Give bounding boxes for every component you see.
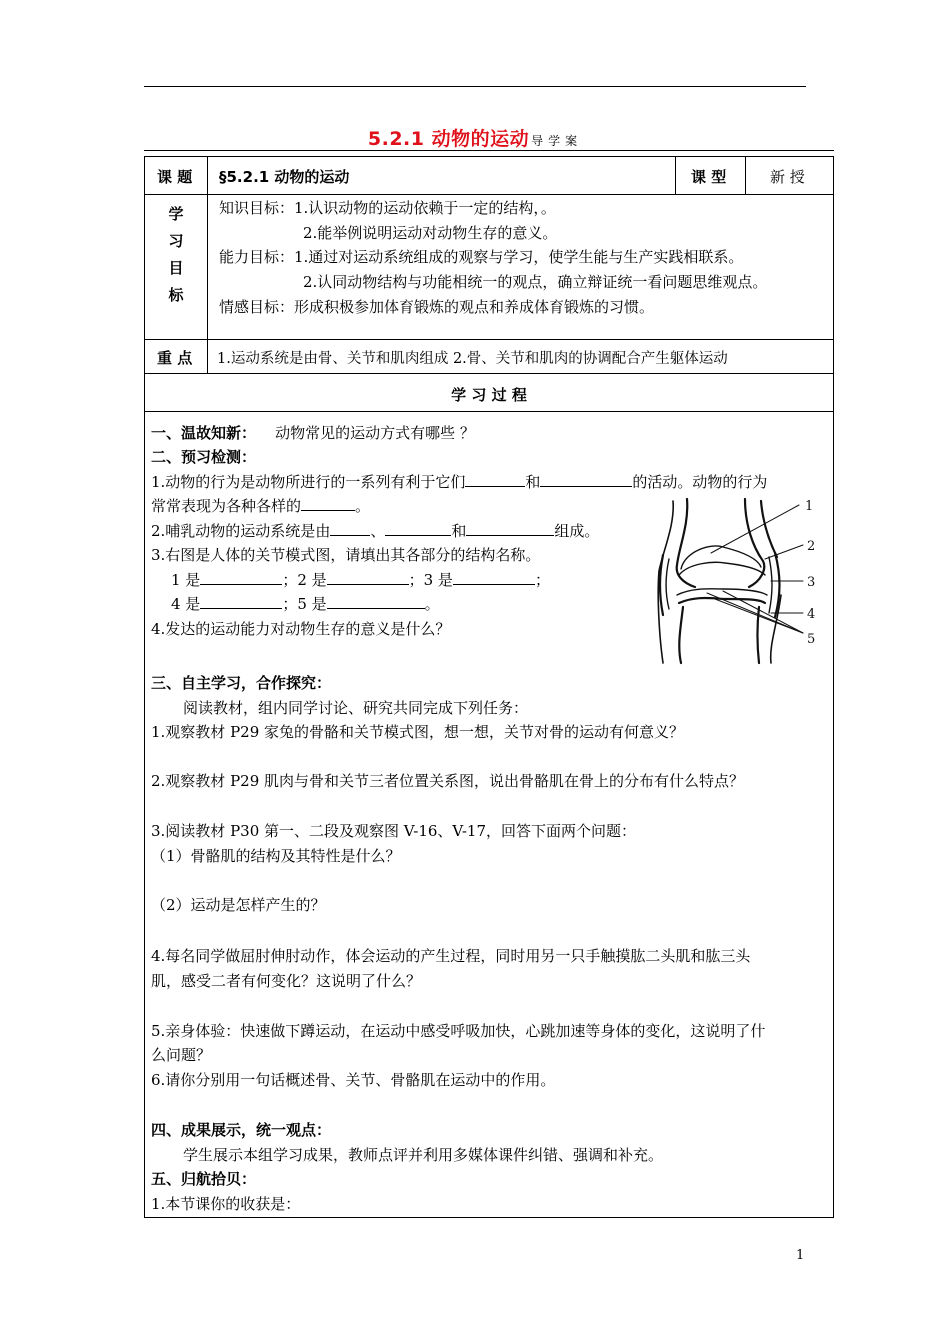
blank-field[interactable] <box>465 473 525 487</box>
question-2: 2.哺乳动物的运动系统是由 、 和 组成。 <box>151 522 600 540</box>
objectives-label: 学 习 目 标 <box>168 205 184 304</box>
task-1: 1.观察教材 P29 家兔的骨骼和关节模式图，想一想，关节对骨的运动有何意义？ <box>151 723 685 741</box>
cartilage-upper <box>679 562 765 575</box>
type-label: 课 型 <box>691 168 727 186</box>
section-preview-heading: 二、预习检测： <box>151 448 257 466</box>
task-5b: 么问题？ <box>151 1046 212 1064</box>
section-show-heading: 四、成果展示，统一观点： <box>151 1121 332 1139</box>
question-3-line-1: 1 是 ；2 是 ；3 是 ； <box>171 571 550 589</box>
objective-knowledge-2: 2.能举例说明运动对动物生存的意义。 <box>303 224 558 242</box>
question-4: 4.发达的运动能力对动物生存的意义是什么？ <box>151 620 451 638</box>
blank-field[interactable] <box>385 522 451 536</box>
joint-diagram <box>653 495 833 665</box>
objective-ability-1: 能力目标：1.通过对运动系统组成的观察与学习，使学生能与生产实践相联系。 <box>219 248 744 266</box>
lower-bone-left <box>679 607 683 663</box>
header-rule <box>144 86 806 87</box>
blank-field[interactable] <box>200 571 282 585</box>
document-title <box>0 124 950 151</box>
section-summary-heading: 五、归航拾贝： <box>151 1170 257 1188</box>
summary-question-1: 1.本节课你的收获是： <box>151 1195 301 1213</box>
blank-field[interactable] <box>327 571 409 585</box>
task-3: 3.阅读教材 P30 第一、二段及观察图 V-16、V-17，回答下面两个问题： <box>151 822 637 840</box>
blank-field[interactable] <box>301 497 355 511</box>
process-header: 学 习 过 程 <box>451 386 527 404</box>
question-3-line-2: 4 是 ；5 是 。 <box>171 595 440 613</box>
cartilage-lower <box>677 589 767 595</box>
title-rule <box>144 150 834 151</box>
key-points-label: 重 点 <box>157 349 193 367</box>
lesson-table <box>144 156 834 1218</box>
diagram-label-3: 3 <box>807 575 816 590</box>
task-3-1: （1）骨骼肌的结构及其特性是什么？ <box>151 847 401 865</box>
diagram-label-1: 1 <box>805 499 814 514</box>
key-points-text: 1.运动系统是由骨、关节和肌肉组成 2.骨、关节和肌肉的协调配合产生躯体运动 <box>217 351 728 367</box>
title-sub: 导学案 <box>531 134 583 148</box>
show-text: 学生展示本组学习成果，教师点评并利用多媒体课件纠错、强调和补充。 <box>183 1146 664 1164</box>
blank-field[interactable] <box>327 595 425 609</box>
section-review: 一、温故知新： 动物常见的运动方式有哪些 ？ <box>151 424 475 442</box>
page-number: 1 <box>796 1248 805 1263</box>
question-3: 3.右图是人体的关节模式图，请填出其各部分的结构名称。 <box>151 546 541 564</box>
task-2: 2.观察教材 P29 肌肉与骨和关节三者位置关系图，说出骨骼肌在骨上的分布有什么特点？ <box>151 772 745 790</box>
objective-ability-2: 2.认同动物结构与功能相统一的观点，确立辩证统一看问题思维观点。 <box>303 273 768 291</box>
diagram-label-4: 4 <box>807 607 816 622</box>
objective-emotion: 情感目标：形成积极参加体育锻炼的观点和养成体育锻炼的习惯。 <box>219 298 655 316</box>
topic-value: §5.2.1 动物的运动 <box>219 168 350 186</box>
question-1a: 1.动物的行为是动物所进行的一系列有利于它们 和 的活动。动物的行为 <box>151 473 768 491</box>
title-main: 5.2.1 动物的运动 <box>367 128 530 150</box>
section-explore-heading: 三、自主学习，合作探究： <box>151 674 332 692</box>
explore-intro: 阅读教材，组内同学讨论、研究共同完成下列任务： <box>183 699 529 717</box>
task-4b: 肌，感受二者有何变化？这说明了什么？ <box>151 972 422 990</box>
task-6: 6.请你分别用一句话概述骨、关节、骨骼肌在运动中的作用。 <box>151 1071 556 1089</box>
question-1b: 常常表现为各种各样的 。 <box>151 497 371 515</box>
topic-label: 课 题 <box>157 168 193 186</box>
diagram-label-5: 5 <box>807 632 816 647</box>
blank-field[interactable] <box>466 522 554 536</box>
objective-knowledge-1: 知识目标：1.认识动物的运动依赖于一定的结构，。 <box>219 199 556 217</box>
type-value: 新 授 <box>770 168 805 186</box>
task-3-2: （2）运动是怎样产生的？ <box>151 896 326 914</box>
task-4a: 4.每名同学做屈肘伸肘动作，体会运动的产生过程，同时用另一只手触摸肱二头肌和肱三头 <box>151 947 751 965</box>
task-5a: 5.亲身体验：快速做下蹲运动，在运动中感受呼吸加快，心跳加速等身体的变化，这说明了什 <box>151 1022 766 1040</box>
blank-field[interactable] <box>200 595 282 609</box>
diagram-label-2: 2 <box>807 539 816 554</box>
blank-field[interactable] <box>453 571 535 585</box>
blank-field[interactable] <box>330 522 370 536</box>
blank-field[interactable] <box>540 473 632 487</box>
